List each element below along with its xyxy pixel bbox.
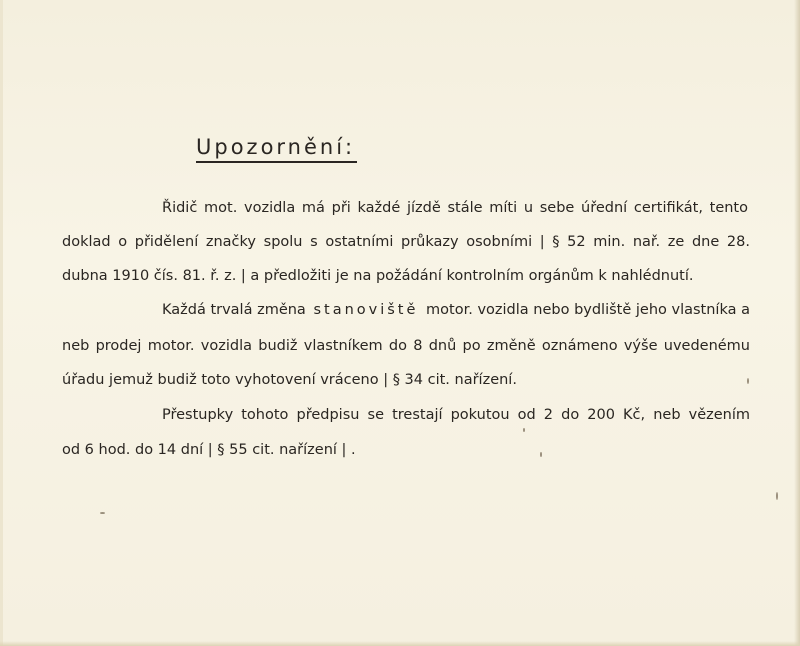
paper-speck (523, 428, 525, 432)
paper-edge-right (794, 0, 800, 646)
paragraph-2-line-1-end: motor. vozidla nebo bydliště jeho vlastníka a (426, 302, 750, 318)
paragraph-2-line-2: neb prodej motor. vozidla budiž vlastníkem do 8 dnů po změně oznámeno výše uvedenému (62, 338, 750, 354)
paper-edge-left (0, 0, 3, 646)
paragraph-1-line-1: Řidič mot. vozidla má při každé jízdě stále míti u sebe úřední certifikát, tento (162, 200, 748, 216)
paper-speck (776, 492, 778, 500)
paragraph-1-line-2: doklad o přidělení značky spolu s ostatními průkazy osobními | § 52 min. nař. ze dne 28. (62, 234, 750, 250)
paragraph-2-emphasis: stanoviště (313, 302, 419, 318)
paragraph-2-line-1-start: Každá trvalá změna (162, 302, 306, 318)
paper-speck (747, 378, 749, 384)
paper-speck (540, 452, 542, 457)
paper-edge-bottom (0, 641, 800, 646)
paragraph-3-line-2: od 6 hod. do 14 dní | § 55 cit. nařízení | . (62, 442, 356, 458)
paragraph-3-line-1: Přestupky tohoto předpisu se trestají pokutou od 2 do 200 Kč, neb vězením (162, 407, 750, 423)
paper-speck (100, 512, 105, 514)
document-heading: Upozornění: (196, 134, 357, 163)
paragraph-2-line-3: úřadu jemuž budiž toto vyhotovení vráceno | § 34 cit. nařízení. (62, 372, 517, 388)
paragraph-1-line-3: dubna 1910 čís. 81. ř. z. | a předložiti je na požádání kontrolním orgánům k nahlédnutí. (62, 268, 694, 284)
paragraph-2-line-1 (162, 300, 750, 320)
